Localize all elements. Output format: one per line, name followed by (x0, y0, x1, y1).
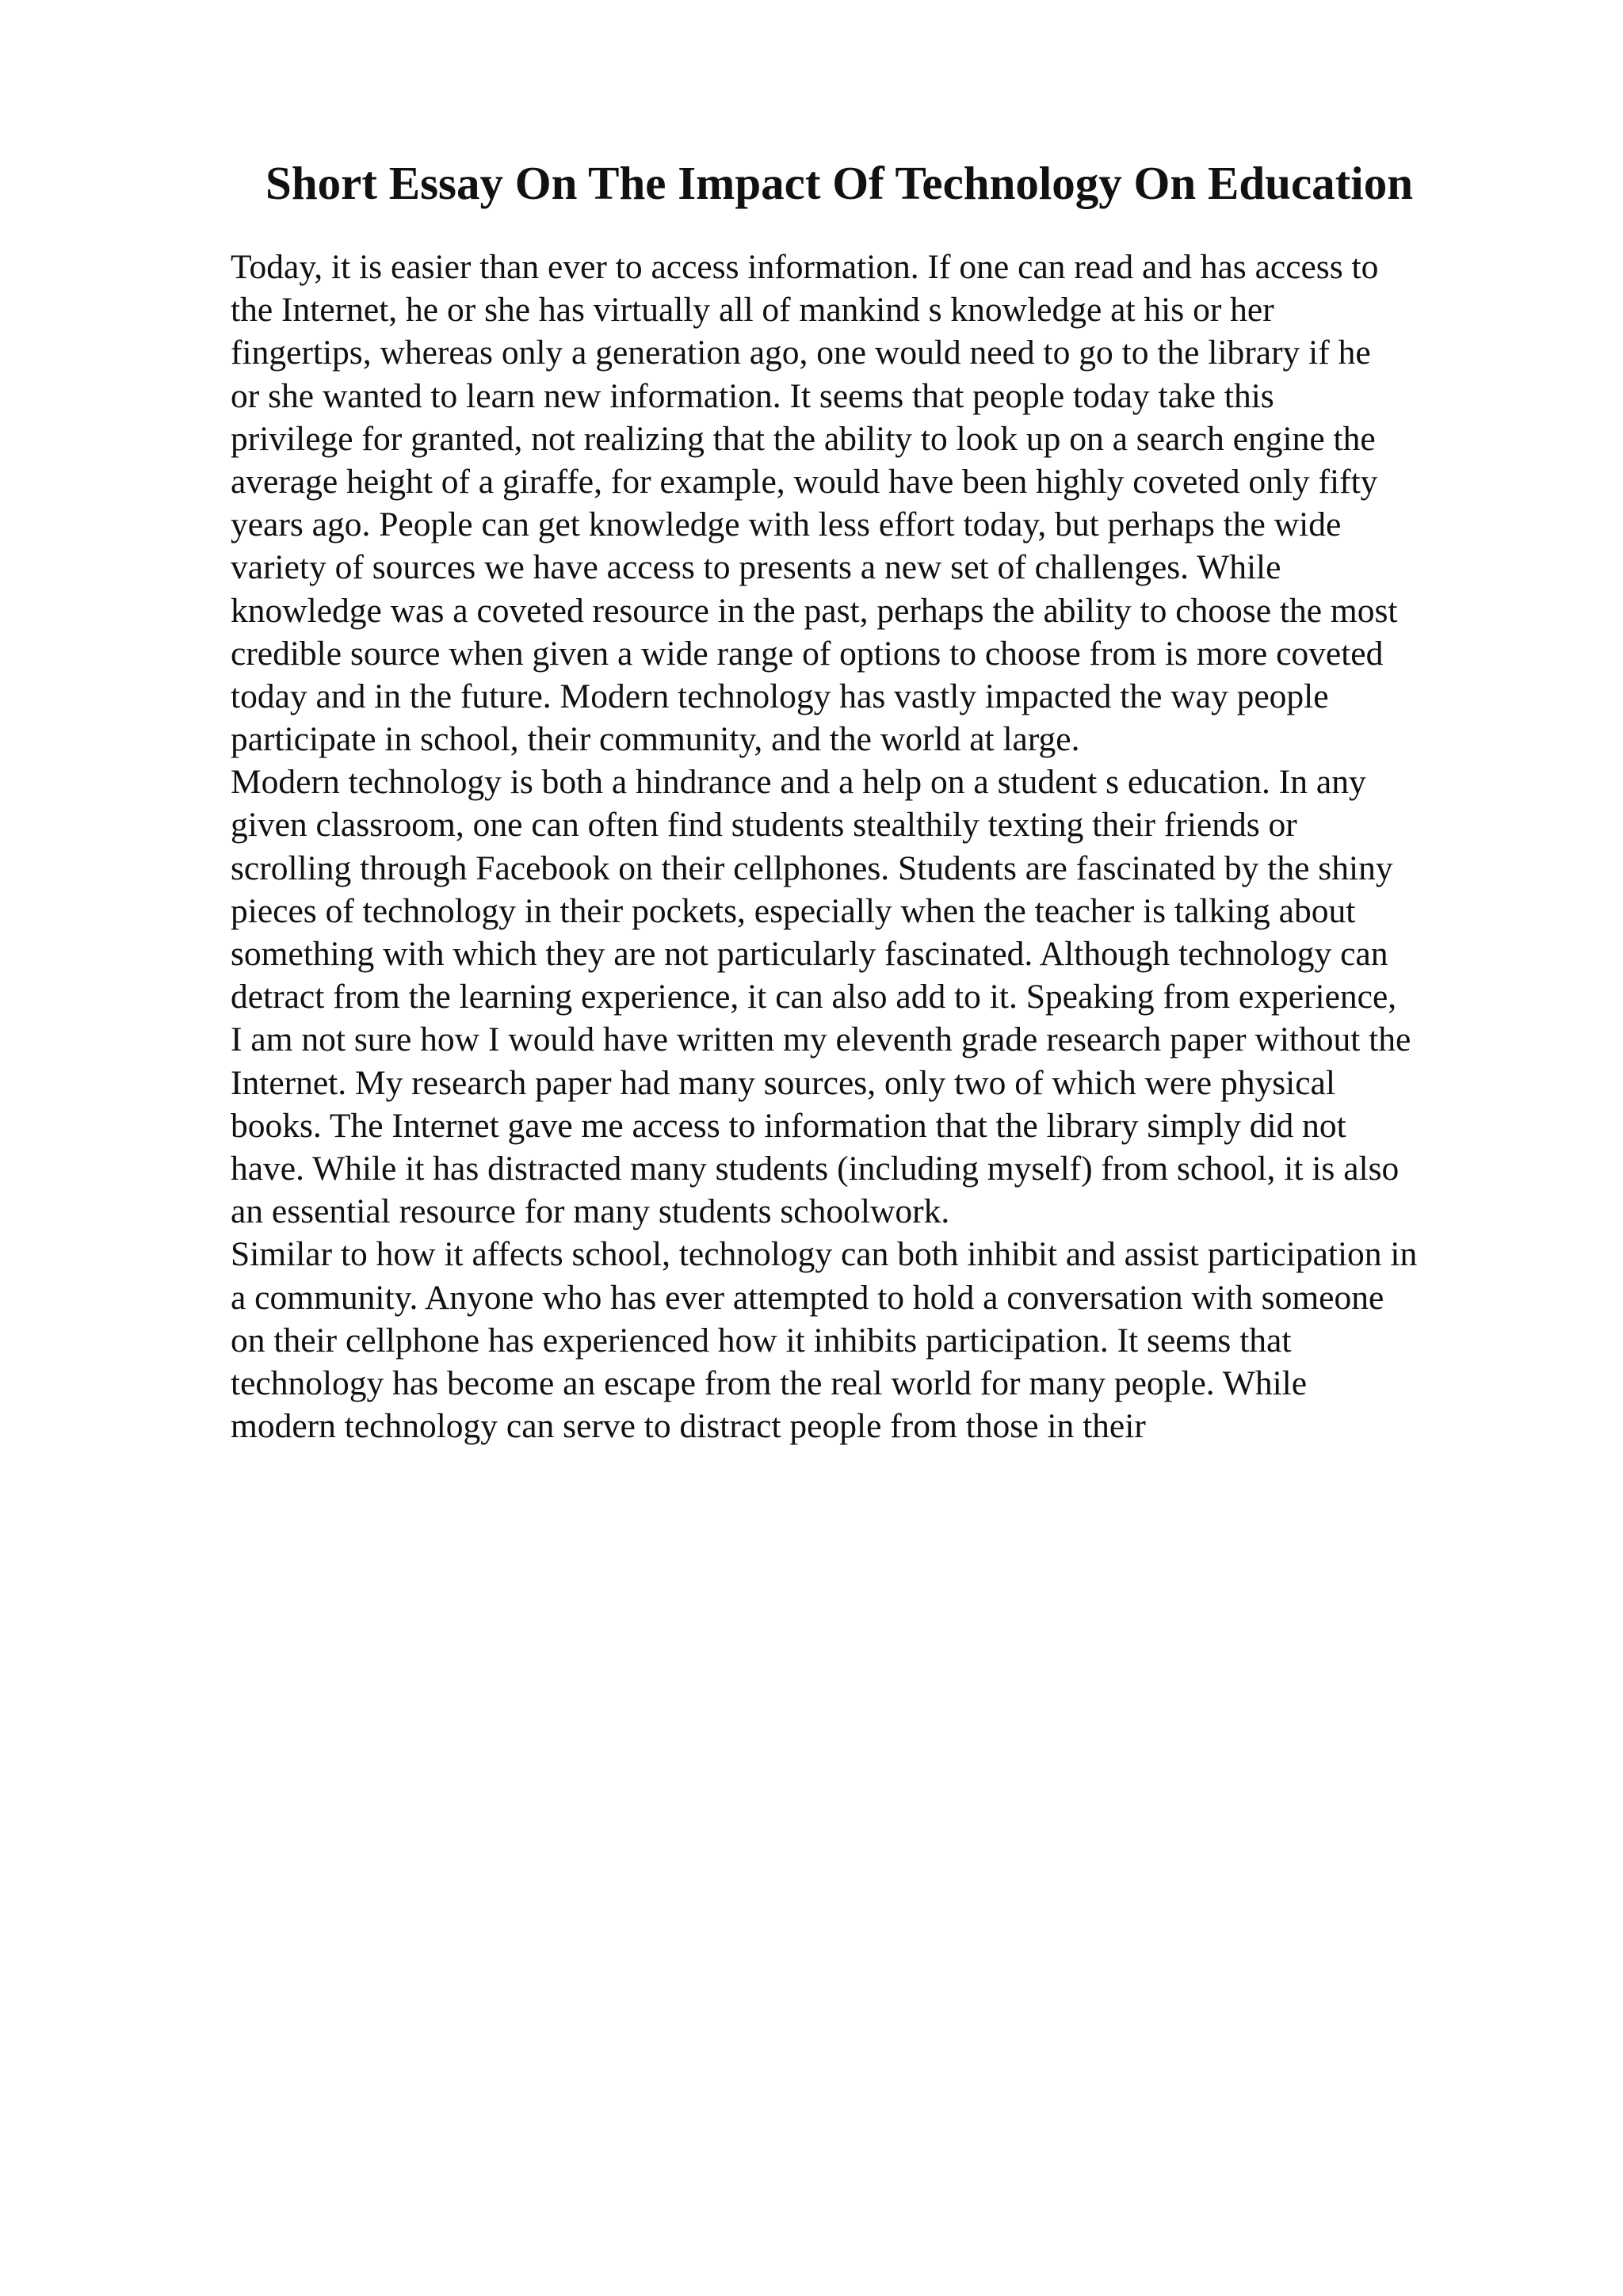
text-line: scrolling through Facebook on their cellphones. Students are fascinated by the shiny (231, 849, 1393, 887)
text-line: pieces of technology in their pockets, especially when the teacher is talking about (231, 891, 1356, 930)
text-line: technology has become an escape from the real world for many people. While (231, 1363, 1308, 1402)
text-line: an essential resource for many students schoolwork. (231, 1192, 950, 1231)
text-line: knowledge was a coveted resource in the past, perhaps the ability to choose the most (231, 591, 1398, 630)
text-line: variety of sources we have access to presents a new set of challenges. While (231, 548, 1281, 587)
essay-body (231, 246, 1594, 1447)
text-line: or she wanted to learn new information. It seems that people today take this (231, 376, 1274, 415)
text-line: privilege for granted, not realizing that the ability to look up on a search engine the (231, 419, 1376, 458)
text-line: years ago. People can get knowledge with less effort today, but perhaps the wide (231, 505, 1342, 544)
text-line: credible source when given a wide range of options to choose from is more coveted (231, 634, 1384, 673)
text-line: a community. Anyone who has ever attempted to hold a conversation with someone (231, 1278, 1384, 1317)
text-line: modern technology can serve to distract people from those in their (231, 1407, 1146, 1446)
text-line: today and in the future. Modern technology has vastly impacted the way people (231, 677, 1329, 715)
text-line: on their cellphone has experienced how it inhibits participation. It seems that (231, 1321, 1292, 1360)
text-line: detract from the learning experience, it can also add to it. Speaking from experience, (231, 978, 1397, 1016)
text-line: average height of a giraffe, for example, would have been highly coveted only fifty (231, 462, 1378, 501)
text-line: Internet. My research paper had many sources, only two of which were physical (231, 1063, 1335, 1102)
text-line: fingertips, whereas only a generation ago, one would need to go to the library if he (231, 334, 1371, 372)
text-line: given classroom, one can often find students stealthily texting their friends or (231, 806, 1297, 845)
text-line: have. While it has distracted many students (including myself) from school, it is also (231, 1149, 1400, 1188)
text-line: Today, it is easier than ever to access information. If one can read and has access to (231, 248, 1379, 286)
text-line: books. The Internet gave me access to information that the library simply did not (231, 1106, 1346, 1145)
text-line: I am not sure how I would have written my eleventh grade research paper without the (231, 1020, 1411, 1059)
text-line: Modern technology is both a hindrance and a help on a student s education. In any (231, 763, 1366, 802)
text-line: the Internet, he or she has virtually all of mankind s knowledge at his or her (231, 291, 1274, 330)
document-title: Short Essay On The Impact Of Technology On Education (265, 157, 1414, 209)
text-line: participate in school, their community, and the world at large. (231, 720, 1080, 759)
text-line: Similar to how it affects school, technology can both inhibit and assist participation in (231, 1235, 1418, 1274)
text-line: something with which they are not particularly fascinated. Although technology can (231, 935, 1388, 973)
